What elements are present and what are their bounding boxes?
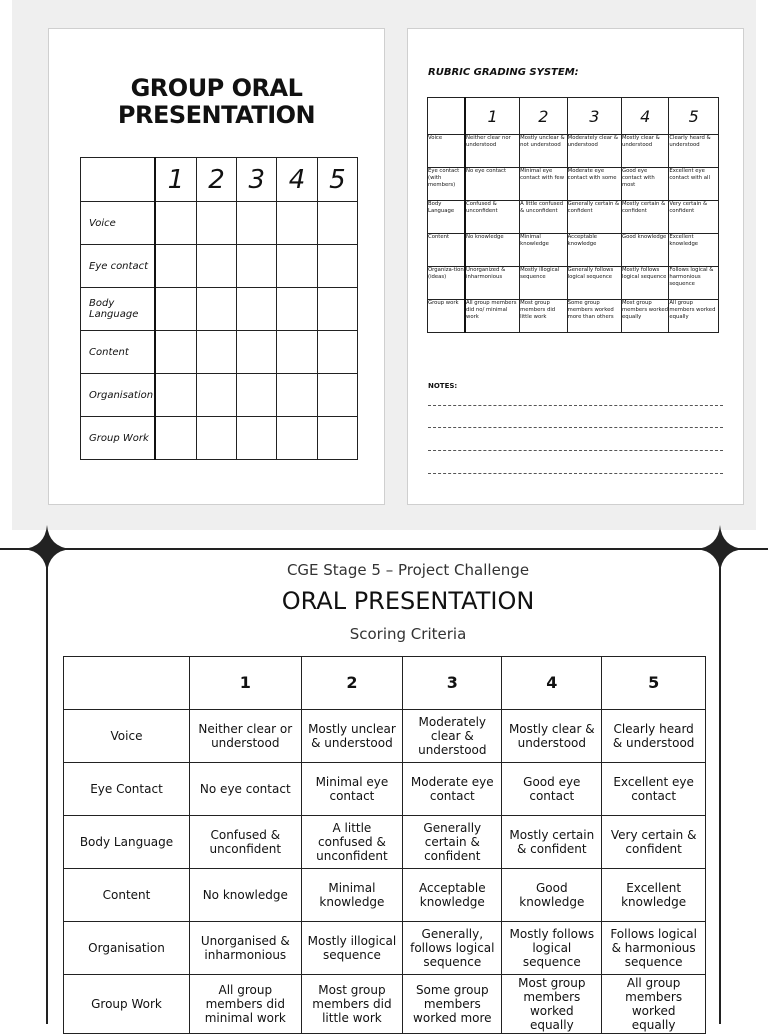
rubric-card <box>407 28 744 505</box>
rubric-criterion: Eye contact (with members) <box>428 168 466 201</box>
worksheet-cell <box>317 417 357 460</box>
rubric-cell: A little confused & unconfident <box>520 201 568 234</box>
criteria-cell: Excellent eye contact <box>602 763 706 816</box>
worksheet-cell <box>277 374 317 417</box>
criteria-row-label: Voice <box>64 710 190 763</box>
rubric-cell: Confused & unconfident <box>465 201 520 234</box>
criteria-cell: A little confused & unconfident <box>301 816 403 869</box>
worksheet-cell <box>155 288 196 331</box>
worksheet-cell <box>196 202 236 245</box>
rubric-cell: Neither clear nor understood <box>465 135 520 168</box>
criteria-cell: All group members did minimal work <box>190 975 302 1034</box>
criteria-cell: No eye contact <box>190 763 302 816</box>
worksheet-cell <box>155 331 196 374</box>
criteria-cell: Very certain & confident <box>602 816 706 869</box>
criteria-cell: Clearly heard & understood <box>602 710 706 763</box>
worksheet-card <box>48 28 385 505</box>
worksheet-cell <box>317 331 357 374</box>
rubric-cell: Most group members worked equally <box>621 300 668 333</box>
worksheet-cell <box>196 288 236 331</box>
rubric-cell: All group members worked equally <box>669 300 719 333</box>
rubric-table <box>427 97 719 333</box>
worksheet-cell <box>155 202 196 245</box>
criteria-cell: All group members worked equally <box>602 975 706 1034</box>
sheet-header: CGE Stage 5 – Project Challenge <box>286 561 530 579</box>
criteria-score-header: 3 <box>403 657 502 710</box>
worksheet-cell <box>317 202 357 245</box>
rubric-title: RUBRIC GRADING SYSTEM: <box>428 67 579 78</box>
criteria-cell: Mostly clear & understood <box>502 710 602 763</box>
rubric-cell: Mostly clear & understood <box>621 135 668 168</box>
criteria-cell: Mostly certain & confident <box>502 816 602 869</box>
criteria-cell: Generally certain & confident <box>403 816 502 869</box>
criteria-cell: Most group members did little work <box>301 975 403 1034</box>
scoring-criteria-table <box>63 656 706 1034</box>
criteria-cell: Unorganised & inharmonious <box>190 922 302 975</box>
rubric-cell: Acceptable knowledge <box>567 234 621 267</box>
criteria-cell: Confused & unconfident <box>190 816 302 869</box>
criteria-cell: Acceptable knowledge <box>403 869 502 922</box>
rubric-cell: Minimal knowledge <box>520 234 568 267</box>
worksheet-criterion: Organisation <box>81 374 156 417</box>
criteria-cell: Moderate eye contact <box>403 763 502 816</box>
rubric-cell: Moderately clear & understood <box>567 135 621 168</box>
worksheet-score-header: 5 <box>317 158 357 202</box>
rubric-cell: Some group members worked more than others <box>567 300 621 333</box>
rubric-corner-cell <box>428 98 466 135</box>
rubric-cell: Very certain & confident <box>669 201 719 234</box>
criteria-cell: Moderately clear & understood <box>403 710 502 763</box>
worksheet-criterion: Content <box>81 331 156 374</box>
criteria-cell: Some group members worked more <box>403 975 502 1034</box>
frame-right-line <box>719 548 721 1024</box>
worksheet-cell <box>196 417 236 460</box>
rubric-cell: Good knowledge <box>621 234 668 267</box>
worksheet-criterion: Eye contact <box>81 245 156 288</box>
worksheet-cell <box>237 374 277 417</box>
criteria-cell: Most group members worked equally <box>502 975 602 1034</box>
worksheet-cell <box>155 374 196 417</box>
rubric-criterion: Voice <box>428 135 466 168</box>
rubric-score-header: 3 <box>567 98 621 135</box>
criteria-cell: Neither clear or understood <box>190 710 302 763</box>
rubric-score-header: 4 <box>621 98 668 135</box>
worksheet-corner-cell <box>81 158 156 202</box>
worksheet-criterion: Voice <box>81 202 156 245</box>
worksheet-cell <box>277 202 317 245</box>
criteria-score-header: 2 <box>301 657 403 710</box>
rubric-cell: No eye contact <box>465 168 520 201</box>
rubric-criterion: Content <box>428 234 466 267</box>
rubric-cell: Unorganized & inharmonious <box>465 267 520 300</box>
notes-line <box>428 405 723 406</box>
worksheet-cell <box>317 374 357 417</box>
criteria-cell: Mostly follows logical sequence <box>502 922 602 975</box>
worksheet-cell <box>277 417 317 460</box>
criteria-score-header: 5 <box>602 657 706 710</box>
rubric-cell: Excellent knowledge <box>669 234 719 267</box>
criteria-row-label: Group Work <box>64 975 190 1034</box>
worksheet-table <box>80 157 358 460</box>
criteria-cell: Excellent knowledge <box>602 869 706 922</box>
rubric-criterion: Organiza-tion (ideas) <box>428 267 466 300</box>
worksheet-cell <box>196 245 236 288</box>
criteria-row-label: Eye Contact <box>64 763 190 816</box>
worksheet-score-header: 4 <box>277 158 317 202</box>
rubric-cell: Generally follows logical sequence <box>567 267 621 300</box>
worksheet-cell <box>277 331 317 374</box>
worksheet-cell <box>237 288 277 331</box>
rubric-cell: Mostly illogical sequence <box>520 267 568 300</box>
worksheet-cell <box>196 374 236 417</box>
worksheet-criterion: Body Language <box>81 288 156 331</box>
criteria-cell: Minimal knowledge <box>301 869 403 922</box>
criteria-cell: Minimal eye contact <box>301 763 403 816</box>
rubric-criterion: Group work <box>428 300 466 333</box>
sheet-title: ORAL PRESENTATION <box>281 587 535 615</box>
rubric-cell: No knowledge <box>465 234 520 267</box>
criteria-cell: Follows logical & harmonious sequence <box>602 922 706 975</box>
rubric-cell: Good eye contact with most <box>621 168 668 201</box>
frame-top-line <box>0 548 768 550</box>
criteria-row-label: Body Language <box>64 816 190 869</box>
worksheet-cell <box>277 288 317 331</box>
rubric-criterion: Body Language <box>428 201 466 234</box>
rubric-cell: Mostly certain & confident <box>621 201 668 234</box>
worksheet-cell <box>196 331 236 374</box>
rubric-score-header: 5 <box>669 98 719 135</box>
notes-line <box>428 427 723 428</box>
criteria-cell: No knowledge <box>190 869 302 922</box>
criteria-score-header: 4 <box>502 657 602 710</box>
rubric-cell: Clearly heard & understood <box>669 135 719 168</box>
worksheet-score-header: 3 <box>237 158 277 202</box>
rubric-cell: Moderate eye contact with some <box>567 168 621 201</box>
worksheet-score-header: 2 <box>196 158 236 202</box>
notes-line <box>428 450 723 451</box>
worksheet-cell <box>317 245 357 288</box>
rubric-score-header: 2 <box>520 98 568 135</box>
rubric-cell: Follows logical & harmonious sequence <box>669 267 719 300</box>
worksheet-cell <box>237 202 277 245</box>
worksheet-cell <box>277 245 317 288</box>
worksheet-criterion: Group Work <box>81 417 156 460</box>
criteria-corner-cell <box>64 657 190 710</box>
worksheet-cell <box>237 331 277 374</box>
rubric-cell: Mostly unclear & not understood <box>520 135 568 168</box>
criteria-cell: Good knowledge <box>502 869 602 922</box>
rubric-score-header: 1 <box>465 98 520 135</box>
criteria-cell: Good eye contact <box>502 763 602 816</box>
frame-left-line <box>46 548 48 1024</box>
notes-line <box>428 473 723 474</box>
rubric-cell: Minimal eye contact with few <box>520 168 568 201</box>
worksheet-score-header: 1 <box>155 158 196 202</box>
criteria-row-label: Organisation <box>64 922 190 975</box>
preview-background <box>12 0 756 530</box>
criteria-row-label: Content <box>64 869 190 922</box>
worksheet-cell <box>237 417 277 460</box>
worksheet-cell <box>155 245 196 288</box>
rubric-cell: Mostly follows logical sequence <box>621 267 668 300</box>
sheet-subtitle: Scoring Criteria <box>349 625 467 643</box>
criteria-score-header: 1 <box>190 657 302 710</box>
worksheet-title: GROUP ORAL PRESENTATION <box>117 74 316 129</box>
rubric-cell: Generally certain & confident <box>567 201 621 234</box>
rubric-cell: Excellent eye contact with all <box>669 168 719 201</box>
worksheet-cell <box>237 245 277 288</box>
notes-label: NOTES: <box>428 382 458 390</box>
rubric-cell: All group members did no/ minimal work <box>465 300 520 333</box>
criteria-cell: Mostly unclear & understood <box>301 710 403 763</box>
criteria-cell: Generally, follows logical sequence <box>403 922 502 975</box>
rubric-cell: Most group members did little work <box>520 300 568 333</box>
worksheet-cell <box>317 288 357 331</box>
worksheet-cell <box>155 417 196 460</box>
criteria-cell: Mostly illogical sequence <box>301 922 403 975</box>
